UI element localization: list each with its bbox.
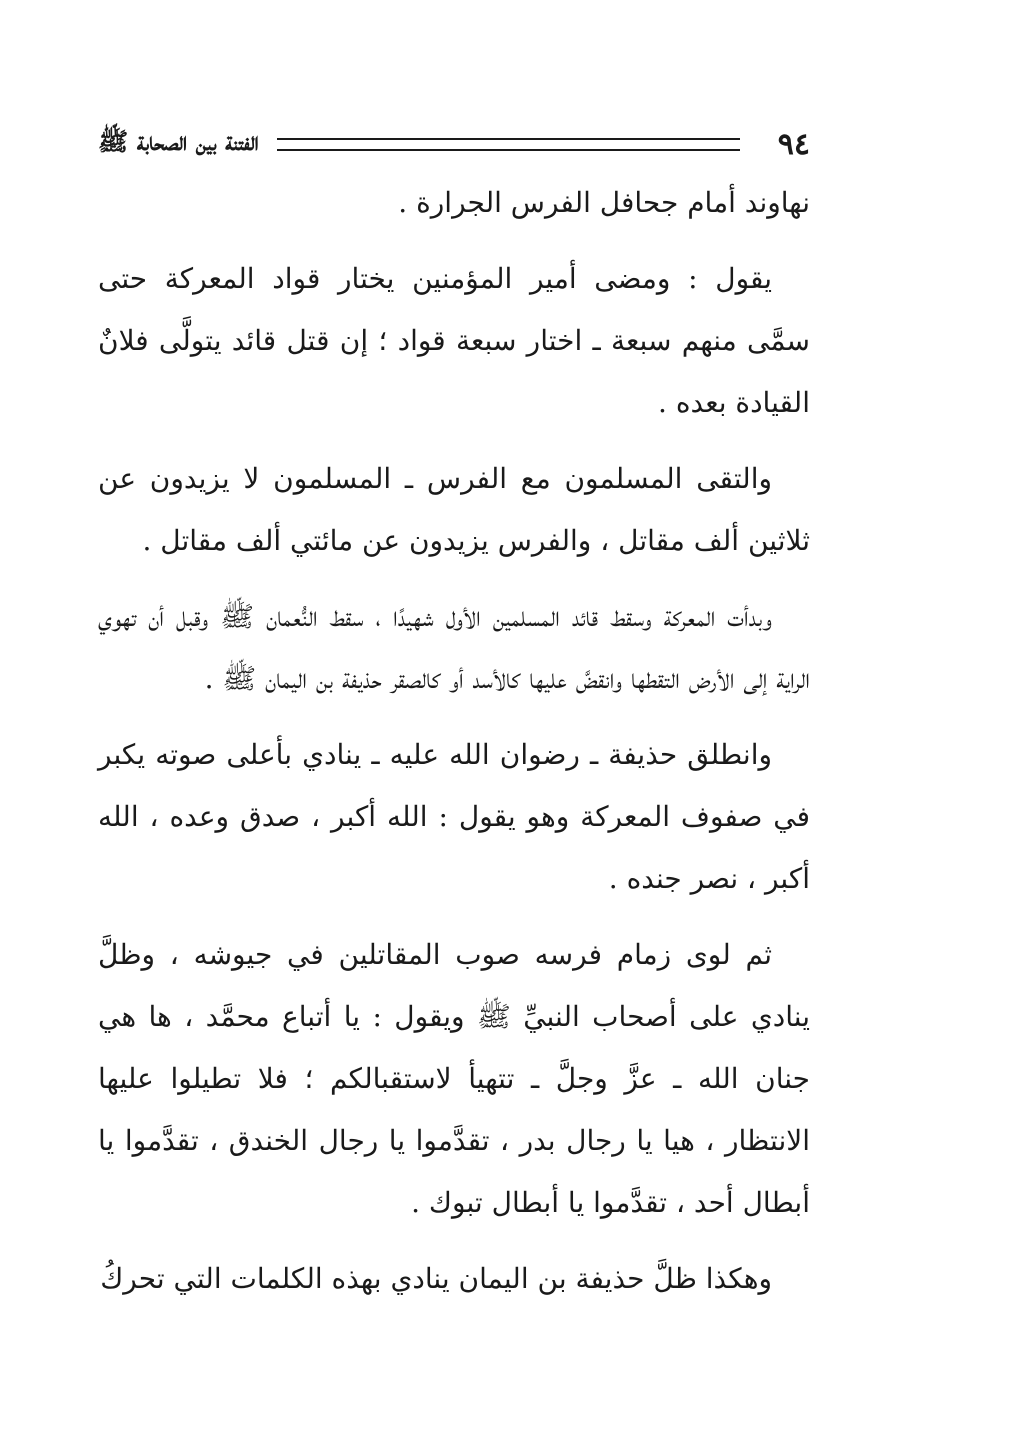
paragraph: والتقى المسلمون مع الفرس ـ المسلمون لا يزيدون عن ثلاثين ألف مقاتل ، والفرس يزيدون عن مائتي ألف مقاتل . xyxy=(98,462,810,557)
paragraph: ثم لوى زمام فرسه صوب المقاتلين في جيوشه ، وظلَّ ينادي على أصحاب النبيِّ ﷺ ويقول : يا أتباع محمَّد ، ها هي جنان الله ـ عزَّ وجلَّ ـ تتهيأ لاستقبالكم ؛ فلا تطيلوا عليها الانتظار ، هيا يا رجال بدر ، تقدَّموا يا رجال الخندق ، تقدَّموا يا أبطال أحد ، تقدَّموا يا أبطال تبوك . xyxy=(98,938,810,1219)
page-header xyxy=(98,118,810,170)
paragraph: وبدأت المعركة وسقط قائد المسلمين الأول شهيدًا ، سقط النُّعمان ﷺ وقبل أن تهوي الراية إلى الأرض التقطها وانقضَّ عليها كالأسد أو كالصقر حذيفة بن اليمان ﷺ . xyxy=(98,600,810,695)
body-text xyxy=(98,172,810,1324)
header-rule xyxy=(277,138,740,151)
paragraph: يقول : ومضى أمير المؤمنين يختار قواد المعركة حتى سمَّى منهم سبعة ـ اختار سبعة قواد ؛ إن قتل قائد يتولَّى فلانٌ القيادة بعده . xyxy=(98,262,810,419)
paragraph: وانطلق حذيفة ـ رضوان الله عليه ـ ينادي بأعلى صوته يكبر في صفوف المعركة وهو يقول : الله أكبر ، صدق وعده ، الله أكبر ، نصر جنده . xyxy=(98,738,810,895)
paragraph: نهاوند أمام جحافل الفرس الجرارة . xyxy=(398,186,810,219)
paragraph: وهكذا ظلَّ حذيفة بن اليمان ينادي بهذه الكلمات التي تحركُ xyxy=(100,1262,772,1295)
running-title: الفتنة بين الصحابة ﷺ xyxy=(98,126,259,156)
page-number: ٩٤ xyxy=(777,126,810,162)
